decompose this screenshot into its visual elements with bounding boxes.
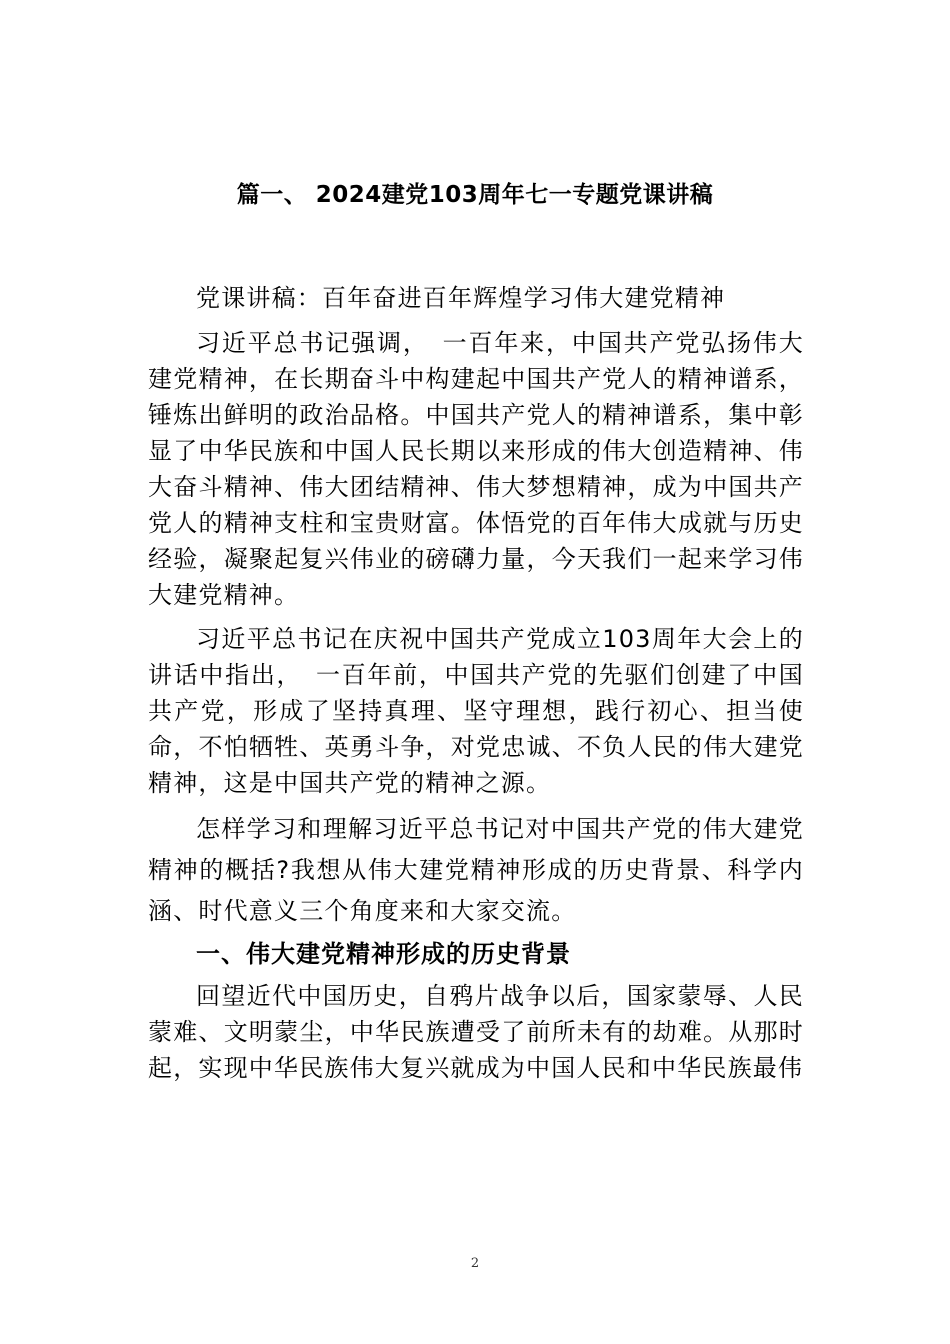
- document-title: 篇一、 2024建党103周年七一专题党课讲稿: [236, 182, 714, 208]
- paragraph-1: 习近平总书记强调， 一百年来，中国共产党弘扬伟大建党精神，在长期奋斗中构建起中国共产党人的精神谱系，锤炼出鲜明的政治品格。中国共产党人的精神谱系，集中彰显了中华民族和中国人民长期以来形成的伟大创造精神、伟大奋斗精神、伟大团结精神、伟大梦想精神，成为中国共产党人的精神支柱和宝贵财富。体悟党的百年伟大成就与历史经验，凝聚起复兴伟业的磅礴力量，今天我们一起来学习伟大建党精神。: [148, 329, 804, 609]
- document-body: [148, 280, 804, 1086]
- page-number: 2: [470, 1256, 480, 1271]
- section-paragraph: 回望近代中国历史，自鸦片战争以后，国家蒙辱、人民蒙难、文明蒙尘，中华民族遭受了前所未有的劫难。从那时起，实现中华民族伟大复兴就成为中国人民和中华民族最伟: [148, 982, 804, 1082]
- paragraph-2: 习近平总书记在庆祝中国共产党成立103周年大会上的讲话中指出， 一百年前，中国共产党的先驱们创建了中国共产党，形成了坚持真理、坚守理想，践行初心、担当使命，不怕牺牲、英勇斗争，对党忠诚、不负人民的伟大建党精神，这是中国共产党的精神之源。: [148, 625, 804, 797]
- section-heading: 一、伟大建党精神形成的历史背景: [196, 940, 571, 968]
- paragraph-subtitle: 党课讲稿：百年奋进百年辉煌学习伟大建党精神: [196, 284, 726, 312]
- paragraph-3: 怎样学习和理解习近平总书记对中国共产党的伟大建党精神的概括?我想从伟大建党精神形成的历史背景、科学内涵、时代意义三个角度来和大家交流。: [148, 815, 804, 925]
